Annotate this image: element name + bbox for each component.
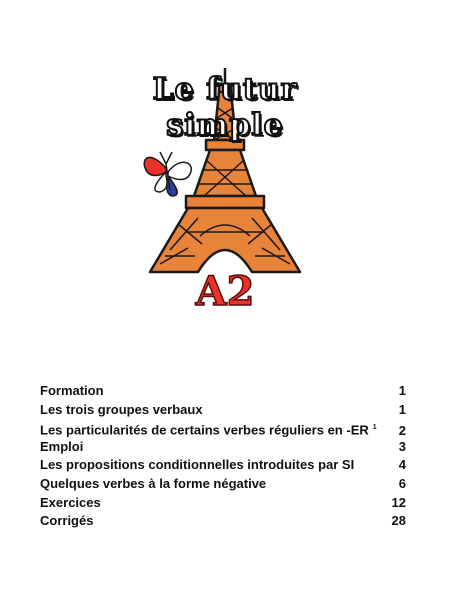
toc-entry-label: Quelques verbes à la forme négative — [40, 475, 267, 491]
toc-entry-label: Emploi — [40, 438, 84, 454]
toc-entry-exercices — [40, 494, 410, 513]
toc-entry-label: Les propositions conditionnelles introduites par SI — [40, 457, 355, 473]
toc-entry-formation — [40, 382, 410, 401]
toc-entry-particularites — [40, 419, 410, 438]
toc-entry-page: 6 — [398, 475, 406, 491]
toc-entry-page: 3 — [398, 438, 406, 454]
toc-entry-label-wrap — [40, 419, 377, 440]
toc-entry-label: Les particularités de certains verbes réguliers en -ER — [40, 422, 369, 438]
butterfly-icon — [144, 152, 191, 196]
toc-entry-page: 1 — [398, 383, 406, 398]
toc-entry-page: 1 — [398, 401, 406, 417]
toc-entry-forme-negative — [40, 475, 410, 494]
toc-entry-label: Exercices — [40, 494, 101, 510]
toc-entry-propositions-si — [40, 456, 410, 475]
toc-entry-label: Corrigés — [40, 513, 94, 529]
level-badge: A2 — [195, 268, 255, 315]
cover-title-line2: simple — [166, 108, 284, 143]
toc-entry-emploi — [40, 438, 410, 457]
toc-entry-page: 28 — [391, 513, 406, 529]
toc-entry-page: 4 — [398, 457, 406, 473]
toc-entry-label: Les trois groupes verbaux — [40, 401, 203, 417]
toc-footnote-marker: 1 — [372, 424, 377, 432]
table-of-contents — [40, 382, 410, 531]
cover-title-line1: Le futur — [152, 72, 298, 107]
toc-entry-corriges — [40, 512, 410, 531]
toc-entry-page: 2 — [398, 422, 406, 438]
toc-entry-groupes-verbaux — [40, 401, 410, 420]
toc-entry-label: Formation — [40, 383, 104, 398]
toc-entry-page: 12 — [391, 494, 406, 510]
